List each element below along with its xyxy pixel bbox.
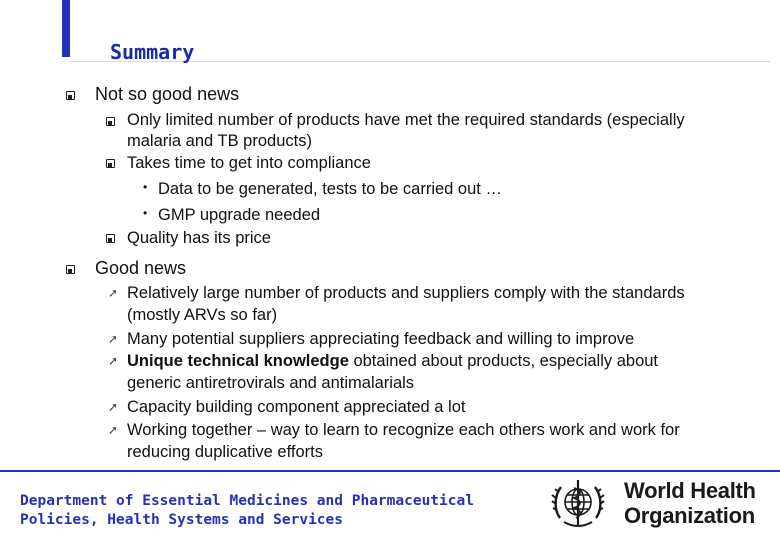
list-item: Data to be generated, tests to be carried out … [158,180,502,198]
list-item: malaria and TB products) [127,132,312,150]
organization-name [624,478,756,528]
list-item: generic antiretrovirals and antimalarials [127,374,415,392]
dot-bullet-icon: • [143,180,148,194]
arrow-bullet-icon: ➚ [108,332,119,346]
square-bullet-icon [66,265,75,274]
who-emblem-icon [546,474,610,534]
list-item: Quality has its price [127,229,271,247]
square-bullet-icon [66,91,75,100]
list-item-rest: obtained about products, especially about [348,352,659,370]
square-bullet-icon [106,234,115,243]
list-item [127,350,658,372]
department-line-1: Department of Essential Medicines and Pharmaceutical [20,493,474,509]
organization-line-2: Organization [624,503,755,528]
list-item: Many potential suppliers appreciating feedback and willing to improve [127,330,635,348]
list-item: Relatively large number of products and suppliers comply with the standards [127,284,685,302]
department-line-2: Policies, Health Systems and Services [20,512,344,528]
square-bullet-icon [106,117,115,126]
list-item: Capacity building component appreciated a lot [127,398,466,416]
organization-line-1: World Health [624,478,756,503]
dot-bullet-icon: • [143,206,148,220]
slide-title: Summary [110,40,195,64]
section-heading-good-news: Good news [95,258,187,278]
list-item: Only limited number of products have met the required standards (especially [127,111,685,129]
left-accent-bar [62,0,70,57]
list-item: Takes time to get into compliance [127,154,371,172]
list-item: (mostly ARVs so far) [127,306,278,324]
list-item: reducing duplicative efforts [127,443,323,461]
list-item: Working together – way to learn to recognize each others work and work for [127,421,680,439]
department-name [20,492,474,530]
list-item: GMP upgrade needed [158,206,321,224]
arrow-bullet-icon: ➚ [108,400,119,414]
arrow-bullet-icon: ➚ [108,354,119,368]
arrow-bullet-icon: ➚ [108,423,119,437]
emphasis-text: Unique technical knowledge [127,352,349,370]
section-heading-not-so-good: Not so good news [95,84,240,104]
square-bullet-icon [106,159,115,168]
arrow-bullet-icon: ➚ [108,286,119,300]
